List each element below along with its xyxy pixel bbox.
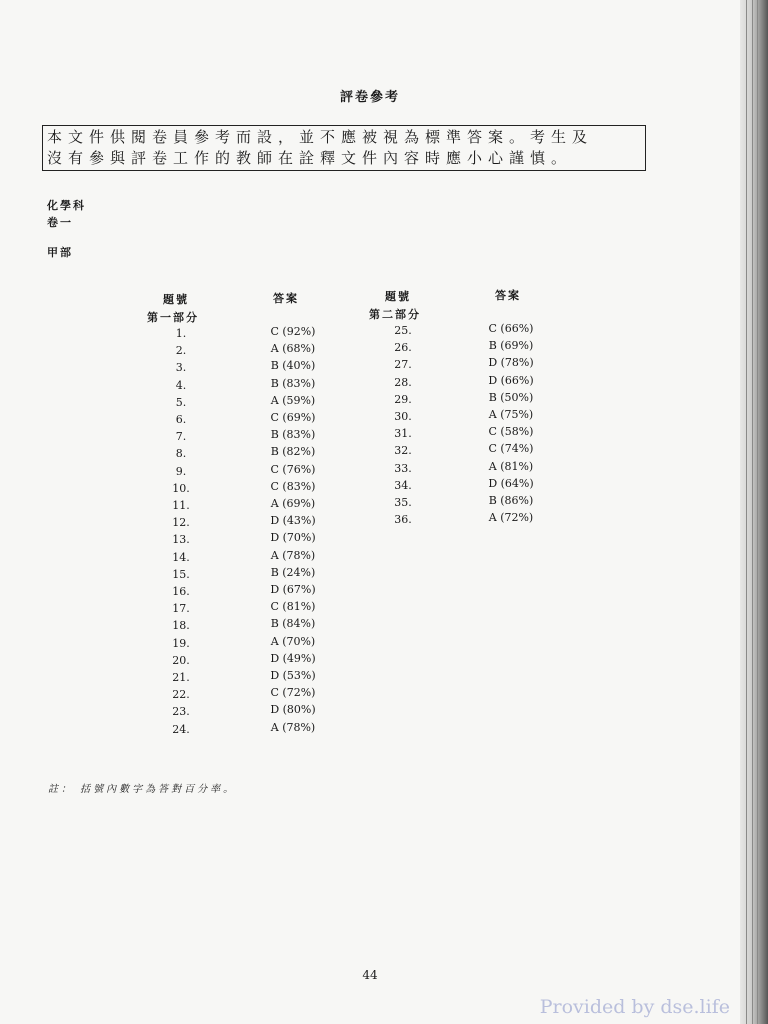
part1-answer: C (76%) [270,462,316,476]
part1-question-number: 24. [172,722,190,736]
watermark-text: Provided by dse.life [539,996,730,1018]
part2-answer: D (64%) [488,476,534,490]
disclaimer-line-1: 本文件供閱卷員參考而設，並不應被視為標準答案。考生及 [47,128,594,146]
page-number: 44 [362,968,378,982]
part1-question-number: 1. [175,327,187,340]
part2-answer: A (75%) [488,408,534,421]
part1-answer: A (78%) [270,548,316,562]
part1-question-number: 9. [175,464,187,478]
part2-answer: C (74%) [488,442,534,456]
part2-answer: B (69%) [488,339,534,353]
part1-answer: B (24%) [270,565,316,579]
part2-answer: B (50%) [488,390,534,404]
part2-question-number: 33. [394,461,412,475]
note-text: 註： 括號內數字為答對百分率。 [48,784,237,795]
part1-answer: B (83%) [270,428,316,442]
part2-answer: B (86%) [488,494,534,507]
part2-question-number: 31. [394,427,412,441]
part1-question-number: 3. [175,361,187,375]
part1-answer: D (80%) [270,703,316,717]
part1-answer: B (82%) [270,445,316,459]
part1-question-number: 5. [175,395,187,409]
part1-answer: D (49%) [270,651,316,665]
part2-label: 第二部分 [369,308,421,321]
section-label: 甲部 [47,246,73,259]
part1-question-number: 13. [172,533,190,547]
part1-question-number: 17. [172,602,190,616]
part2-question-number: 25. [394,324,412,337]
part1-question-number: 19. [172,636,190,650]
part1-answer: D (70%) [270,531,316,545]
part1-answer: C (81%) [270,600,316,614]
part1-answer: A (59%) [270,393,316,407]
part1-question-number: 15. [172,567,190,581]
part1-answer: C (83%) [270,479,316,493]
paper-label: 卷一 [47,216,73,229]
part1-question-number: 20. [172,653,190,667]
disclaimer-box [42,125,646,171]
part1-label: 第一部分 [147,311,199,324]
part2-question-number: 27. [394,358,412,372]
part2-answer-header: 答案 [495,289,521,302]
part2-question-number: 26. [394,341,412,355]
part2-answer: A (81%) [488,459,534,473]
part1-question-number: 7. [175,430,187,444]
part1-question-number: 12. [172,516,190,530]
part1-question-number: 10. [172,481,190,495]
book-spine [740,0,768,1024]
part1-answer: D (67%) [270,583,316,596]
part1-answer: C (92%) [270,325,316,338]
part1-question-number: 6. [175,413,187,426]
part2-answer: A (72%) [488,511,534,525]
part1-question-number: 21. [172,671,190,684]
part1-answer: D (53%) [270,669,316,682]
part1-question-number: 4. [175,378,187,392]
part1-answer: B (84%) [270,617,316,631]
part1-question-header: 題號 [163,293,189,306]
part1-question-number: 23. [172,705,190,719]
part1-answer: A (78%) [270,720,316,734]
part2-question-number: 28. [394,375,412,389]
disclaimer-line-2: 沒有參與評卷工作的教師在詮釋文件內容時應小心謹慎。 [47,149,573,167]
part1-answer-header: 答案 [273,292,299,305]
part1-answer: C (72%) [270,686,316,700]
part1-question-number: 2. [175,344,187,358]
part2-answer: C (66%) [488,322,534,335]
part2-answer: D (78%) [488,356,534,370]
part1-answer: A (68%) [270,342,316,356]
part1-answer: D (43%) [270,514,316,528]
subject-label: 化學科 [47,199,86,212]
part2-answer: D (66%) [488,373,534,387]
part1-answer: A (70%) [270,634,316,648]
part2-answer: C (58%) [488,425,534,439]
part1-answer: B (40%) [270,359,316,373]
part2-question-number: 34. [394,478,412,492]
page-title: 評卷參考 [339,90,400,105]
part1-question-number: 22. [172,688,190,702]
part1-question-number: 16. [172,585,190,598]
part1-answer: A (69%) [270,497,316,510]
part2-question-header: 題號 [385,290,411,303]
part1-question-number: 14. [172,550,190,564]
part1-question-number: 18. [172,619,190,633]
part1-answer: C (69%) [270,411,316,424]
part2-question-number: 30. [394,410,412,423]
part1-question-number: 8. [175,447,187,461]
part2-question-number: 35. [394,496,412,509]
part2-question-number: 36. [394,513,412,527]
part1-answer: B (83%) [270,376,316,390]
part2-question-number: 29. [394,392,412,406]
part1-question-number: 11. [172,499,190,512]
part2-question-number: 32. [394,444,412,458]
